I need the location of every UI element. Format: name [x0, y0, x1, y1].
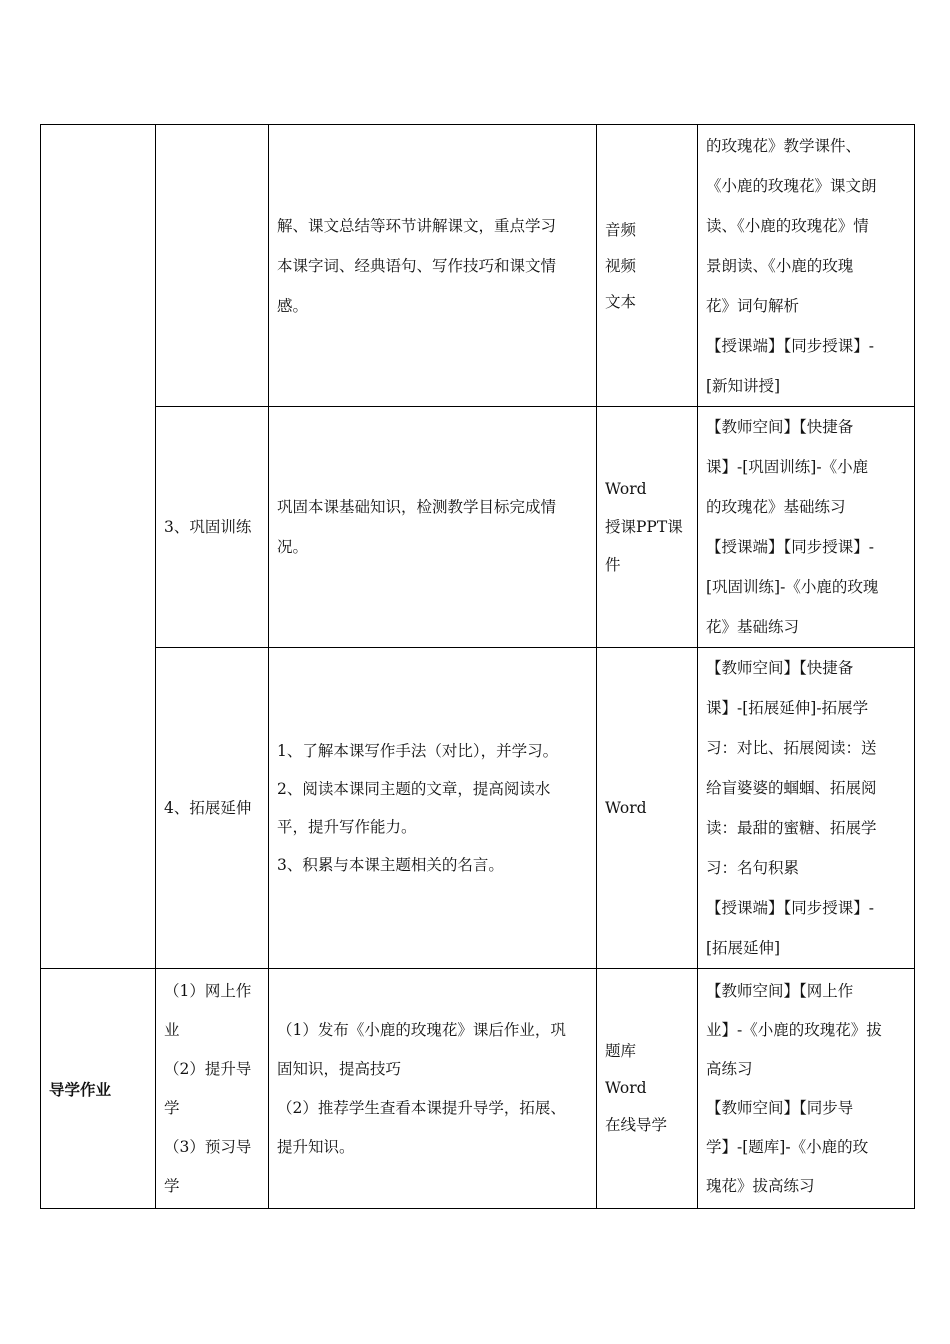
resource-line: 读：最甜的蜜糖、拓展学	[706, 819, 877, 837]
resource-line: 业】-《小鹿的玫瑰花》拔	[706, 1020, 882, 1039]
content-line: 本课字词、经典语句、写作技巧和课文情	[277, 256, 557, 275]
media-line: 授课PPT课	[605, 518, 683, 536]
content-line: 解、课文总结等环节讲解课文，重点学习	[277, 216, 557, 235]
resource-line: 【教师空间】【网上作	[706, 981, 854, 1000]
resource-line: 的玫瑰花》教学课件、	[706, 136, 862, 155]
media-line: 音频	[605, 220, 637, 239]
lesson-plan-table	[40, 124, 915, 1209]
resource-line: 习：名句积累	[706, 859, 800, 877]
resource-line: 【教师空间】【同步导	[706, 1098, 854, 1117]
resources-cell	[698, 407, 915, 648]
resources-cell	[698, 648, 915, 969]
step-line: 学	[164, 1176, 180, 1195]
section-cell-empty	[41, 125, 156, 969]
content-cell	[269, 125, 597, 407]
step-cell: 3、巩固训练	[156, 407, 269, 648]
resource-line: 花》词句解析	[706, 296, 800, 315]
content-cell	[269, 648, 597, 969]
resource-line: 读、《小鹿的玫瑰花》情	[706, 216, 869, 235]
table-row	[41, 125, 915, 407]
step-line: 业	[164, 1020, 180, 1039]
table-row	[41, 969, 915, 1209]
content-line: 巩固本课基础知识，检测教学目标完成情	[277, 498, 557, 516]
media-line: 在线导学	[605, 1116, 668, 1134]
step-cell: 4、拓展延伸	[156, 648, 269, 969]
media-cell	[597, 648, 698, 969]
resource-line: 高练习	[706, 1059, 753, 1078]
content-line: 感。	[277, 296, 309, 315]
media-line: Word	[605, 1079, 647, 1097]
resource-line: 习：对比、拓展阅读：送	[706, 739, 877, 757]
content-line: 2、阅读本课同主题的文章，提高阅读水	[277, 780, 551, 798]
step-line: （3）预习导	[164, 1137, 252, 1156]
table-row	[41, 407, 915, 648]
media-line: 文本	[605, 292, 637, 311]
resource-line: 课】-[巩固训练]-《小鹿	[706, 458, 869, 476]
media-cell	[597, 125, 698, 407]
media-line: 视频	[605, 256, 637, 275]
step-cell	[156, 969, 269, 1209]
resource-line: 花》基础练习	[706, 618, 800, 636]
step-line: （1）网上作	[164, 981, 252, 1000]
content-line: 3、积累与本课主题相关的名言。	[277, 856, 504, 874]
step-line: 学	[164, 1098, 180, 1117]
step-cell-empty	[156, 125, 269, 407]
content-line: 况。	[277, 538, 309, 556]
media-cell	[597, 969, 698, 1209]
media-line: 题库	[605, 1042, 637, 1060]
resources-cell	[698, 125, 915, 407]
content-line: 1、了解本课写作手法（对比），并学习。	[277, 742, 559, 760]
resource-line: 【教师空间】【快捷备	[706, 659, 854, 677]
content-cell	[269, 969, 597, 1209]
media-cell	[597, 407, 698, 648]
resource-line: 景朗读、《小鹿的玫瑰	[706, 256, 854, 275]
content-cell	[269, 407, 597, 648]
table-row	[41, 648, 915, 969]
content-line: 固知识，提高技巧	[277, 1059, 402, 1078]
media-line: Word	[605, 480, 647, 498]
resources-cell	[698, 969, 915, 1209]
resource-line: 给盲婆婆的蝈蝈、拓展阅	[706, 779, 877, 797]
resource-line: [巩固训练]-《小鹿的玫瑰	[706, 578, 879, 596]
resource-line: 学】-[题库]-《小鹿的玫	[706, 1137, 869, 1156]
resource-line: 【授课端】【同步授课】-	[706, 336, 874, 355]
content-line: （2）推荐学生查看本课提升导学，拓展、	[277, 1098, 566, 1117]
content-line: 平，提升写作能力。	[277, 818, 417, 836]
content-line: 提升知识。	[277, 1137, 355, 1156]
section-title: 导学作业	[41, 969, 156, 1209]
media-line: 件	[605, 556, 621, 574]
resource-line: 的玫瑰花》基础练习	[706, 498, 846, 516]
resource-line: [拓展延伸]	[706, 939, 781, 957]
resource-line: [新知讲授]	[706, 376, 781, 395]
resource-line: 课】-[拓展延伸]-拓展学	[706, 699, 869, 717]
resource-line: 《小鹿的玫瑰花》课文朗	[706, 176, 877, 195]
resource-line: 【授课端】【同步授课】-	[706, 899, 874, 917]
step-line: （2）提升导	[164, 1059, 252, 1078]
resource-line: 瑰花》拔高练习	[706, 1176, 815, 1195]
resource-line: 【授课端】【同步授课】-	[706, 538, 874, 556]
content-line: （1）发布《小鹿的玫瑰花》课后作业，巩	[277, 1020, 566, 1039]
resource-line: 【教师空间】【快捷备	[706, 418, 854, 436]
media-line: Word	[605, 799, 647, 817]
